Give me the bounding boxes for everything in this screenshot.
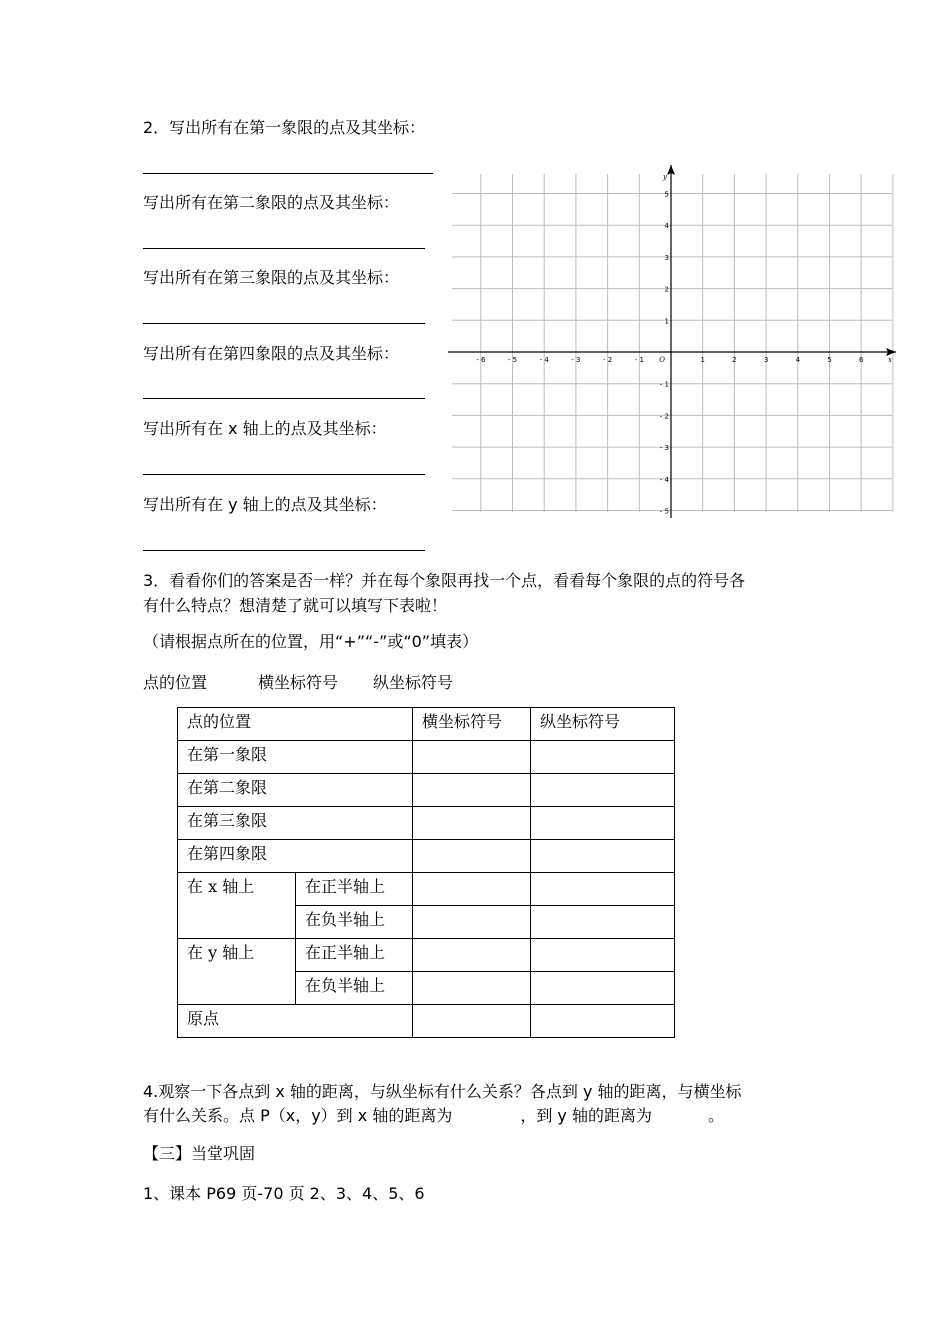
answer-line-4: [143, 398, 425, 399]
table-cell-x-axis: 在 x 轴上: [178, 873, 296, 939]
y-tick-label: 2: [664, 285, 669, 294]
answer-line-1: [143, 173, 433, 174]
y-tick-label: - 5: [659, 507, 669, 516]
table-input-cell[interactable]: [413, 1005, 531, 1038]
answer-line-2: [143, 248, 425, 249]
table-input-cell[interactable]: [413, 840, 531, 873]
table-input-cell[interactable]: [413, 741, 531, 774]
table-row: [178, 741, 675, 774]
x-tick-label: - 3: [571, 356, 581, 364]
q4-line-2: [143, 1106, 724, 1126]
coordinate-grid: [448, 165, 900, 520]
table-cell-quadrant-2: 在第二象限: [178, 774, 413, 807]
table-cell-y-axis: 在 y 轴上: [178, 939, 296, 1005]
q2-line-1: 2．写出所有在第一象限的点及其坐标：: [143, 118, 426, 137]
sign-table: [177, 707, 675, 1038]
table-input-cell[interactable]: [531, 741, 675, 774]
q3-header-x-sign: 横坐标符号: [258, 673, 339, 692]
y-tick-label: 4: [664, 222, 669, 231]
q2-line-5: 写出所有在 x 轴上的点及其坐标：: [143, 419, 387, 438]
table-input-cell[interactable]: [413, 972, 531, 1005]
y-tick-label: 3: [664, 253, 669, 262]
table-input-cell[interactable]: [413, 939, 531, 972]
x-tick-label: - 5: [507, 356, 518, 364]
table-input-cell[interactable]: [531, 840, 675, 873]
origin-label: O: [659, 356, 665, 364]
y-tick-label: - 2: [659, 412, 669, 421]
y-tick-label: - 3: [659, 444, 669, 453]
x-tick-label: 6: [858, 356, 864, 364]
q4-part-b: ，到 y 轴的距离为: [520, 1106, 652, 1125]
x-tick-label: - 6: [476, 356, 486, 364]
table-cell-x-positive: 在正半轴上: [296, 873, 413, 906]
answer-line-3: [143, 323, 425, 324]
table-input-cell[interactable]: [413, 807, 531, 840]
table-input-cell[interactable]: [413, 906, 531, 939]
x-tick-label: 3: [763, 356, 769, 364]
q3-line-2: 有什么特点？想清楚了就可以填写下表啦！: [143, 596, 448, 615]
table-cell-origin: 原点: [178, 1005, 413, 1038]
table-row: [178, 1005, 675, 1038]
table-row: [178, 708, 675, 741]
x-axis-label: x: [888, 356, 892, 364]
q3-line-1: 3．看看你们的答案是否一样？并在每个象限再找一个点，看看每个象限的点的符号各: [143, 571, 746, 590]
table-input-cell[interactable]: [531, 1005, 675, 1038]
section-3-title: 【三】当堂巩固: [143, 1144, 256, 1163]
answer-line-5: [143, 474, 425, 475]
x-tick-label: 2: [732, 356, 737, 364]
y-tick-label: - 4: [659, 475, 669, 484]
y-tick-label: - 1: [659, 380, 669, 389]
q4-part-a: 有什么关系。点 P（x，y）到 x 轴的距离为: [143, 1106, 453, 1125]
table-cell-quadrant-4: 在第四象限: [178, 840, 413, 873]
q3-instruction: （请根据点所在的位置，用“+”“-”或“0”填表）: [143, 632, 479, 651]
table-row: [178, 807, 675, 840]
grid-lines: [452, 174, 893, 512]
table-cell-x-negative: 在负半轴上: [296, 906, 413, 939]
q2-line-4: 写出所有在第四象限的点及其坐标：: [143, 344, 400, 363]
table-row: [178, 840, 675, 873]
axes: [448, 165, 896, 518]
table-cell-y-negative: 在负半轴上: [296, 972, 413, 1005]
table-row: [178, 774, 675, 807]
x-tick-label: - 4: [539, 356, 549, 364]
x-tick-label: 4: [795, 356, 801, 364]
table-head-position: 点的位置: [178, 708, 413, 741]
q4-part-c: 。: [707, 1106, 724, 1125]
q3-header-position: 点的位置: [143, 673, 208, 692]
table-cell-y-positive: 在正半轴上: [296, 939, 413, 972]
table-input-cell[interactable]: [531, 972, 675, 1005]
table-input-cell[interactable]: [531, 939, 675, 972]
table-input-cell[interactable]: [531, 906, 675, 939]
x-tick-label: 5: [827, 356, 832, 364]
q3-header-y-sign: 纵坐标符号: [373, 673, 454, 692]
table-row: [178, 939, 675, 972]
y-tick-label: 5: [664, 190, 669, 199]
table-head-x-sign: 横坐标符号: [413, 708, 531, 741]
table-input-cell[interactable]: [413, 774, 531, 807]
q2-line-3: 写出所有在第三象限的点及其坐标：: [143, 268, 400, 287]
table-input-cell[interactable]: [531, 807, 675, 840]
q2-line-2: 写出所有在第二象限的点及其坐标：: [143, 193, 400, 212]
section-3-item-1: 1、课本 P69 页-70 页 2、3、4、5、6: [143, 1184, 425, 1203]
x-tick-label: - 2: [602, 356, 613, 364]
q2-line-6: 写出所有在 y 轴上的点及其坐标：: [143, 495, 387, 514]
table-cell-quadrant-1: 在第一象限: [178, 741, 413, 774]
table-head-y-sign: 纵坐标符号: [531, 708, 675, 741]
x-tick-label: - 1: [634, 356, 644, 364]
x-tick-label: 1: [700, 356, 705, 364]
table-input-cell[interactable]: [413, 873, 531, 906]
answer-line-6: [143, 550, 425, 551]
y-tick-label: 1: [664, 317, 669, 326]
table-row: [178, 873, 675, 906]
table-cell-quadrant-3: 在第三象限: [178, 807, 413, 840]
q4-line-1: 4.观察一下各点到 x 轴的距离，与纵坐标有什么关系？各点到 y 轴的距离，与横坐标: [143, 1082, 742, 1101]
table-input-cell[interactable]: [531, 774, 675, 807]
table-input-cell[interactable]: [531, 873, 675, 906]
y-axis-label: y: [663, 173, 667, 181]
